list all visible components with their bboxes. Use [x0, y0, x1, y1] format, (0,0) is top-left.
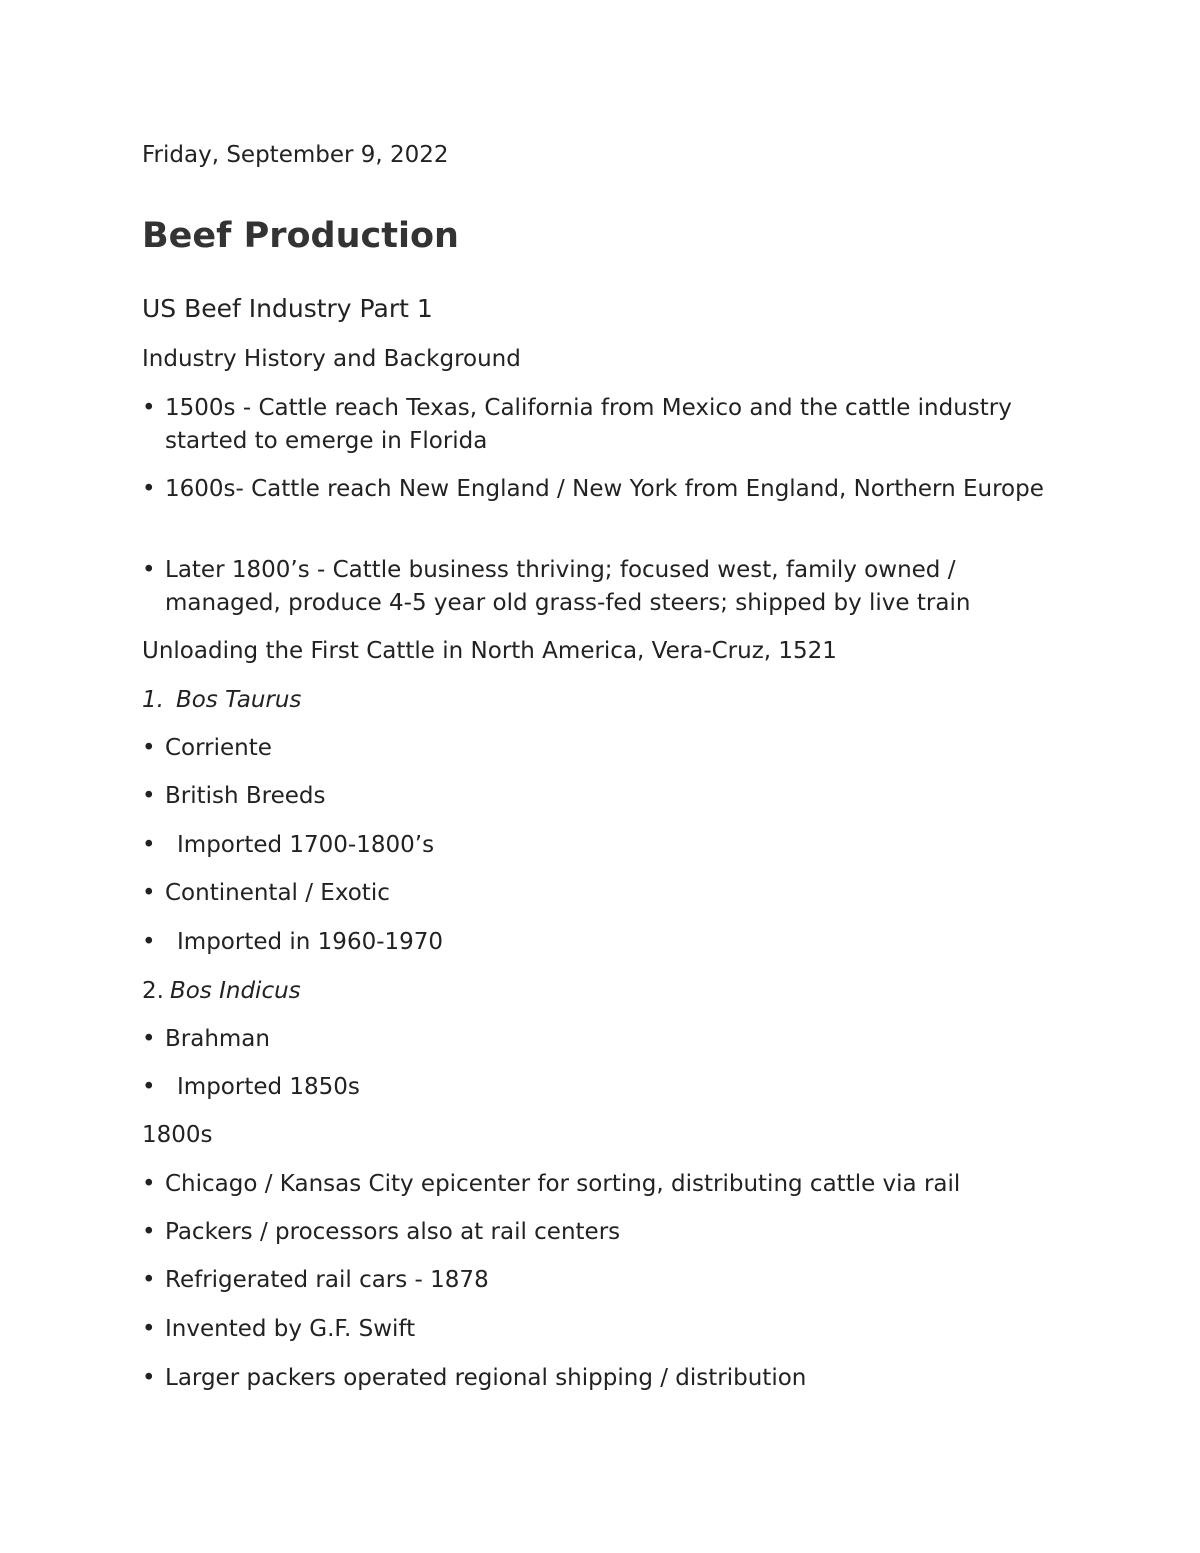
list-item-text: Imported 1700-1800’s	[177, 832, 435, 858]
list-item-text: Imported in 1960-1970	[177, 929, 444, 955]
bullet: •	[142, 395, 156, 421]
section-subtitle: US Beef Industry Part 1	[142, 294, 433, 323]
bullet: •	[142, 1026, 156, 1052]
bullet: •	[142, 476, 156, 502]
list-item	[142, 1264, 489, 1297]
list-item-text: 1600s- Cattle reach New England / New York from England, Northern Europe	[165, 476, 1044, 502]
list-item	[142, 1168, 960, 1201]
list-item	[142, 829, 434, 862]
list-item-text: Corriente	[165, 735, 272, 761]
bullet: •	[142, 1365, 156, 1391]
section-heading-1800s: 1800s	[142, 1122, 213, 1148]
bullet: •	[142, 783, 156, 809]
bullet: •	[142, 557, 156, 583]
bos-taurus-heading	[142, 684, 301, 717]
list-item-text: Chicago / Kansas City epicenter for sorting, distributing cattle via rail	[165, 1171, 961, 1197]
list-item	[142, 1216, 620, 1249]
list-number: 1.	[142, 687, 164, 713]
list-item	[142, 926, 443, 959]
list-item	[142, 554, 1045, 620]
bullet: •	[142, 880, 156, 906]
bullet: •	[142, 1219, 156, 1245]
list-item	[142, 1362, 806, 1395]
list-item-text: 1500s - Cattle reach Texas, California from Mexico and the cattle industry started to emerge in Florida	[165, 395, 1012, 454]
list-item-text: Brahman	[165, 1026, 270, 1052]
list-item	[142, 780, 326, 813]
list-item	[142, 473, 1045, 506]
list-number: 2.	[142, 978, 164, 1004]
bullet: •	[142, 1171, 156, 1197]
list-label: Bos Taurus	[175, 687, 302, 713]
list-item	[142, 877, 390, 910]
date-line: Friday, September 9, 2022	[142, 142, 449, 168]
unloading-line: Unloading the First Cattle in North America, Vera-Cruz, 1521	[142, 638, 837, 664]
list-item	[142, 1313, 415, 1346]
list-item	[142, 1023, 270, 1056]
bullet: •	[142, 1316, 156, 1342]
list-item-text: Later 1800’s - Cattle business thriving; focused west, family owned / managed, produce 4-5 year old grass-fed steers; shipped by live train	[165, 557, 971, 616]
bullet: •	[142, 1267, 156, 1293]
section-heading-history: Industry History and Background	[142, 346, 521, 372]
bos-indicus-heading	[142, 975, 301, 1008]
list-item-text: British Breeds	[165, 783, 326, 809]
list-item-text: Packers / processors also at rail centers	[165, 1219, 621, 1245]
list-item-text: Continental / Exotic	[165, 880, 390, 906]
list-label: Bos Indicus	[169, 978, 301, 1004]
bullet: •	[142, 1074, 156, 1100]
bullet: •	[142, 929, 156, 955]
page-title: Beef Production	[142, 216, 459, 256]
list-item-text: Imported 1850s	[177, 1074, 360, 1100]
bullet: •	[142, 735, 156, 761]
list-item	[142, 392, 1045, 458]
list-item-text: Invented by G.F. Swift	[165, 1316, 416, 1342]
list-item	[142, 732, 272, 765]
list-item-text: Larger packers operated regional shipping / distribution	[165, 1365, 807, 1391]
bullet: •	[142, 832, 156, 858]
list-item	[142, 1071, 360, 1104]
list-item-text: Refrigerated rail cars - 1878	[165, 1267, 489, 1293]
